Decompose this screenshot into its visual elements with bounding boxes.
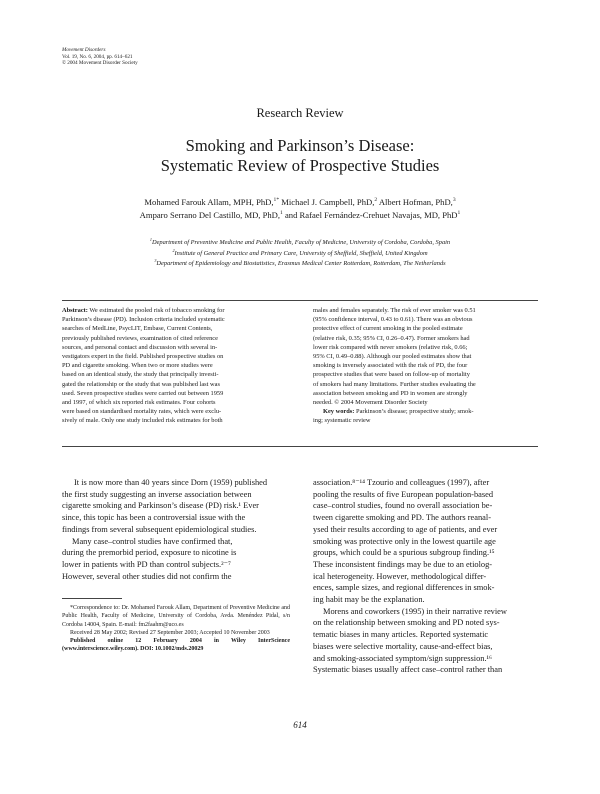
abstract-line: lower risk compared with never smokers (relative risk, 0.66; [313, 343, 468, 351]
author-4-affil: 1 [280, 210, 283, 217]
affiliation-list [40, 238, 560, 270]
abstract-line: PD and cigarette smoking. When two or more studies were [62, 362, 213, 370]
body-line: Many case–control studies have confirmed that, [72, 536, 233, 546]
author-3-affil: 3 [452, 197, 456, 204]
body-line: Morens and coworkers (1995) in their narrative review [323, 606, 507, 616]
abstract-line: sively of male. Only one study included risk estimates for both [62, 417, 223, 425]
abstract-line: sources, and personal contact and discussion with several in- [62, 343, 218, 351]
affiliation-3 [40, 259, 560, 270]
abstract-line: of smokers had many limitations. Further studies evaluating the [313, 380, 476, 388]
abstract-line: 95% CI, 0.49–0.88). Although our pooled estimates show that [313, 353, 472, 361]
body-line: ences, sample sizes, and regional differences in smok- [313, 583, 495, 593]
title-line-2: Systematic Review of Prospective Studies [160, 156, 440, 175]
body-line: and smoking-associated symptom/sign suppression.¹⁶ [313, 653, 492, 663]
abstract-line: vestigators expert in the field. Published prospective studies on [62, 353, 224, 361]
journal-name: Movement Disorders [62, 47, 106, 53]
author-5: and Rafael Fernández-Crehuet Navajas, MD, PhD [282, 210, 458, 220]
journal-copyright: © 2004 Movement Disorder Society [62, 60, 138, 67]
abstract-line: previously published reviews, examination of cited reference [62, 334, 218, 342]
body-line: association.⁸⁻¹⁴ Tzourio and colleagues (1997), after [313, 478, 490, 487]
correspondence-note: *Correspondence to: Dr. Mohamed Farouk Allam, Department of Preventive Medicine and Public Health, Faculty of Medicine, University of Cordoba, Avda. Menéndez Pidal, s/n Cordoba 14004, Spain. E-mail: fm2faahm@uco.es [62, 605, 290, 628]
body-left-column [62, 477, 291, 582]
title-line-1: Smoking and Parkinson’s Disease: [185, 136, 415, 155]
body-line: pooling the results of five European population-based [313, 489, 494, 499]
body-line: on the relationship between smoking and PD noted sys- [313, 618, 500, 628]
body-line: during the premorbid period, exposure to nicotine is [62, 548, 237, 558]
affiliation-2-sup: 2 [172, 247, 175, 253]
received-dates: Received 28 May 2002; Revised 27 September 2003; Accepted 10 November 2003 [70, 629, 270, 636]
abstract-line: Parkinson’s disease (PD). Inclusion criteria included systematic [62, 316, 225, 324]
body-line: However, several other studies did not confirm the [62, 571, 232, 581]
article-title [0, 136, 600, 176]
journal-header [62, 47, 138, 67]
author-2: Michael J. Campbell, PhD, [279, 197, 375, 207]
body-line: tematic biases in many articles. Reported systematic [313, 630, 489, 640]
abstract-line: males and females separately. The risk of ever smoker was 0.51 [313, 307, 476, 314]
affiliation-3-sup: 3 [154, 258, 157, 264]
section-heading: Research Review [256, 106, 344, 120]
body-line: findings from several subsequent epidemiological studies. [62, 524, 257, 534]
keywords-line: Key words: Parkinson’s disease; prospective study; smok- [323, 408, 474, 416]
affiliation-1-sup: 1 [149, 236, 152, 242]
abstract-right-column [313, 306, 538, 426]
author-1: Mohamed Farouk Allam, MPH, PhD, [144, 197, 274, 207]
abstract-line: smoking is inversely associated with the risk of PD, the four [313, 362, 468, 370]
body-line: Systematic biases usually affect case–control rather than [313, 665, 503, 675]
abstract-line: were based on standardised mortality rates, which were exclu- [62, 408, 222, 416]
body-line: biases were selective mortality, cause-and-effect bias, [313, 641, 493, 651]
body-line: These inconsistent findings may be due to an etiolog- [313, 559, 493, 569]
abstract-top-rule [62, 300, 538, 301]
body-line: cigarette smoking and Parkinson’s disease (PD) risk.¹ Ever [62, 501, 259, 511]
abstract-line: (relative risk, 0.35; 95% CI, 0.26–0.47). Former smokers had [313, 334, 470, 342]
author-4: Amparo Serrano Del Castillo, MD, PhD, [139, 210, 281, 220]
abstract-line: used. Seven prospective studies were carried out between 1959 [62, 389, 224, 397]
abstract-line: Abstract: We estimated the pooled risk of tobacco smoking for [62, 307, 225, 314]
abstract-line: association between smoking and PD in women are strongly [313, 389, 468, 397]
body-line: smoking was protective only in the lowest quartile age [313, 536, 496, 546]
abstract-line: based on an identical study, the study that principally investi- [62, 371, 219, 379]
author-2-affil: 2 [374, 197, 378, 204]
abstract-line: and 1997, of which six reported risk estimates. Four cohorts [62, 399, 216, 407]
body-line: case–control studies, found no overall association be- [313, 501, 493, 511]
abstract-line: prospective studies that were based on follow-up of mortality [313, 371, 470, 379]
affiliation-2 [40, 249, 560, 260]
footnote-rule [62, 598, 122, 599]
affiliation-1-text: Department of Preventive Medicine and Public Health, Faculty of Medicine, University of Cordoba, Cordoba, Spain [151, 239, 451, 246]
body-line: groups, which could be a spurious subgroup finding.¹⁵ [313, 548, 495, 558]
body-line: ing habit may be the explanation. [313, 595, 425, 605]
author-1-affil: 1* [273, 197, 280, 204]
abstract-line: gated the relationship or the study that was published last was [62, 380, 220, 388]
abstract-line: needed. © 2004 Movement Disorder Society [313, 399, 428, 407]
body-line: ical heterogeneity. However, methodological differ- [313, 571, 487, 581]
body-line: tween cigarette smoking and PD. The authors reanal- [313, 513, 491, 523]
body-line: It is now more than 40 years since Dorn (1959) published [74, 478, 268, 487]
publication-info: Published online 12 February 2004 in Wiley InterScience (www.interscience.wiley.com). DOI: 10.1002/mds.20029 [62, 638, 290, 653]
journal-volume: Vol. 19, No. 6, 2004, pp. 614–621 [62, 53, 133, 60]
abstract-line: searches of MedLine, PsycLIT, Embase, Current Contents, [62, 325, 213, 333]
author-list [40, 196, 560, 222]
affiliation-1 [40, 238, 560, 249]
affiliation-2-text: Institute of General Practice and Primary Care, University of Sheffield, Sheffield, United Kingdom [174, 249, 428, 257]
abstract-left-column [62, 306, 291, 426]
abstract-line: (95% confidence interval, 0.43 to 0.61). There was an obvious [313, 316, 473, 324]
keywords-label: Key words: [323, 408, 355, 416]
body-line: ysed their results according to age of patients, and ever [313, 524, 498, 534]
body-line: since, this topic has been a controversial issue with the [62, 513, 246, 523]
body-line: the first study suggesting an inverse association between [62, 489, 252, 499]
abstract-label: Abstract: [62, 307, 88, 314]
affiliation-3-text: Department of Epidemiology and Biostatistics, Erasmus Medical Center Rotterdam, Rotterdam, The Netherlands [156, 260, 446, 268]
page-number: 614 [293, 720, 307, 730]
body-line: lower in patients with PD than control subjects.²⁻⁷ [62, 559, 231, 569]
author-5-affil: 1 [457, 210, 461, 217]
abstract-bottom-rule [62, 446, 538, 447]
author-3: Albert Hofman, PhD, [377, 197, 453, 207]
keywords-line: ing; systematic review [313, 417, 371, 425]
body-right-column [313, 477, 538, 676]
footnote [62, 604, 290, 654]
abstract-line: protective effect of current smoking in the pooled estimate [313, 325, 463, 333]
